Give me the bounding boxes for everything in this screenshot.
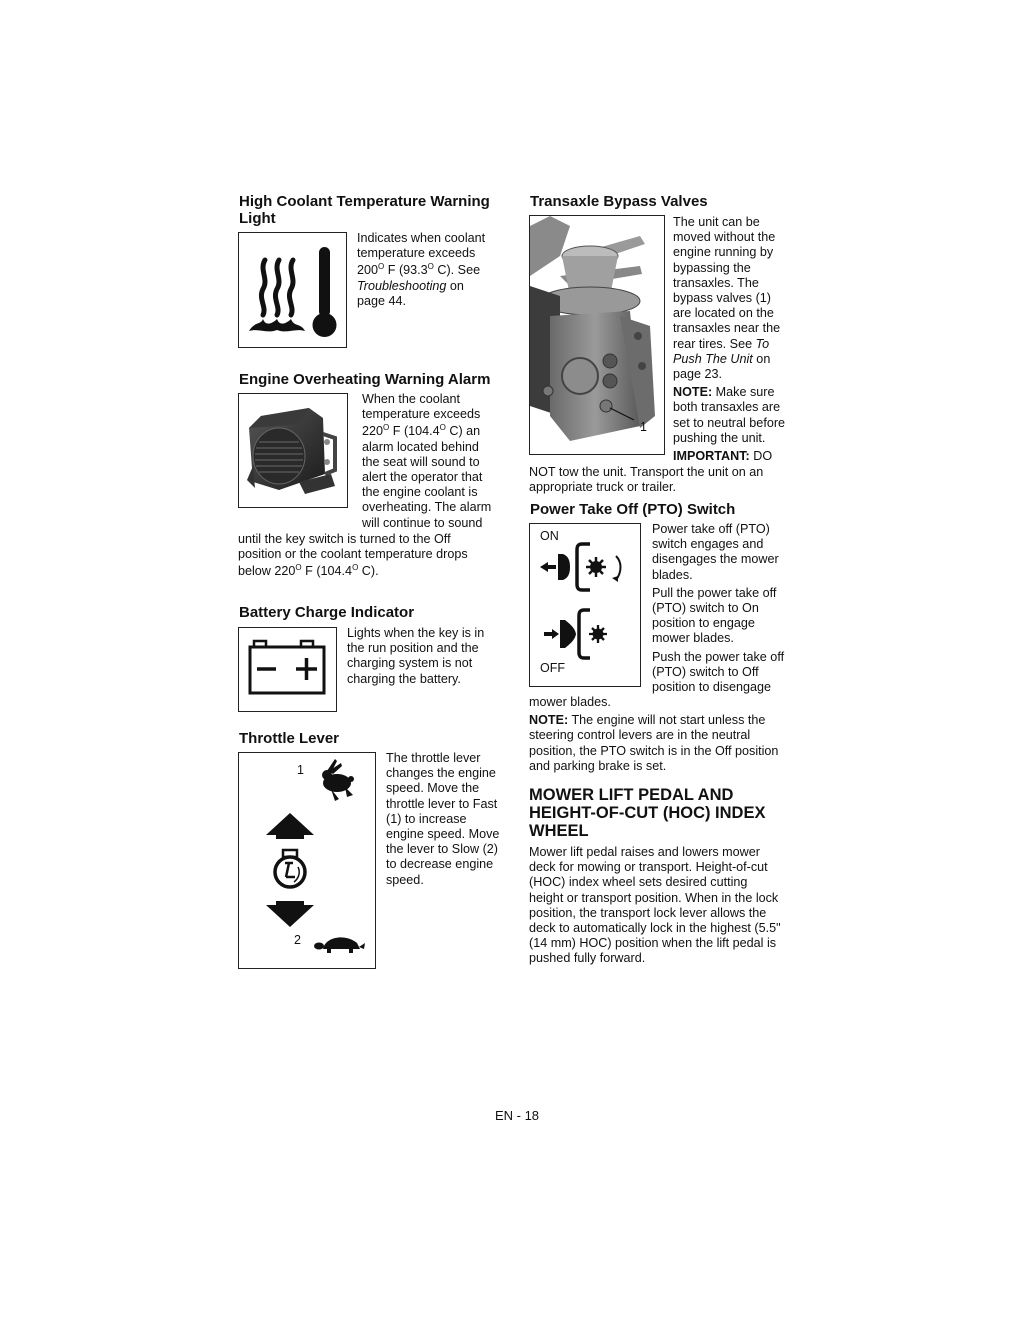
text-line: pushing the unit.: [673, 430, 766, 445]
important-label: IMPORTANT:: [673, 449, 750, 464]
callout-1-label: 1: [640, 420, 647, 434]
alarm-description-wrapped: [362, 392, 491, 531]
text-line: pushed fully forward.: [529, 951, 646, 966]
text-line: deck for mowing or transport. Height-of-cut: [529, 860, 768, 875]
degree-mark: O: [352, 563, 359, 573]
degree-mark: O: [295, 563, 302, 573]
section-title-coolant: [239, 193, 490, 227]
text-line: will continue to sound: [362, 515, 483, 530]
text-line: the lever to Slow (2): [386, 842, 498, 857]
title-line: MOWER LIFT PEDAL AND: [529, 786, 734, 804]
text: C) an: [445, 424, 481, 439]
arrow-down-icon: [266, 901, 314, 927]
text-line: and parking brake is set.: [529, 758, 667, 773]
text-line: speed. Move the: [386, 781, 480, 796]
text-line: both transaxles are: [673, 400, 781, 415]
throttle-figure: [238, 752, 376, 969]
coolant-description: [357, 231, 485, 309]
text-line: [357, 279, 485, 294]
text: below 220: [238, 564, 296, 579]
title-line: Light: [239, 210, 276, 227]
throttle-symbol-icon: [275, 850, 305, 887]
text-line: (PTO) switch to Off: [652, 664, 759, 679]
text-line: appropriate truck or trailer.: [529, 480, 676, 495]
text-line: position or the coolant temperature drops: [238, 547, 468, 562]
text-line: switch engages and: [652, 537, 764, 552]
text-line: bypassing the: [673, 260, 751, 275]
text-line: [673, 352, 785, 367]
degree-mark: O: [383, 423, 390, 433]
text-line: mower blades.: [652, 631, 734, 646]
text-line: bypass valves (1): [673, 291, 771, 306]
pto-description: [652, 522, 784, 695]
alarm-figure: [238, 393, 348, 508]
text-line: [673, 385, 785, 400]
fast-label: 1: [297, 763, 304, 777]
text: on: [446, 278, 464, 293]
text-line: Push the power take off: [652, 649, 785, 664]
text-line: temperature exceeds: [357, 246, 476, 261]
pto-push-off-icon: [544, 610, 607, 658]
text-line: moved without the: [673, 230, 776, 245]
battery-icon: [239, 628, 335, 710]
transaxle-description: [673, 215, 785, 464]
section-title-transaxle: Transaxle Bypass Valves: [530, 193, 708, 210]
pto-pull-on-icon: [540, 544, 621, 590]
section-title-throttle: Throttle Lever: [239, 730, 340, 747]
text: C).: [358, 564, 379, 579]
text: Make sure: [712, 385, 775, 400]
text-line: alert the operator that: [362, 470, 483, 485]
degree-mark: O: [439, 423, 446, 433]
text-line: steering control levers are in the neutral: [529, 728, 751, 743]
text-line: [238, 564, 468, 579]
xref-push-unit: To: [755, 336, 770, 351]
transaxle-figure: [529, 215, 665, 455]
coolant-temperature-figure: [238, 232, 347, 348]
title-line: HEIGHT-OF-CUT (HOC) INDEX: [529, 804, 766, 822]
text-line: transaxles near the: [673, 321, 781, 336]
coolant-temperature-icon: [239, 233, 345, 346]
text-line: the engine coolant is: [362, 485, 478, 500]
text: F (104.4: [301, 564, 353, 579]
alarm-description-full: [238, 532, 468, 580]
text: 200: [357, 263, 379, 278]
off-label: OFF: [540, 661, 565, 675]
text-line: until the key switch is turned to the Off: [238, 532, 451, 546]
section-title-pto: Power Take Off (PTO) Switch: [530, 501, 736, 518]
xref-troubleshooting: Troubleshooting: [357, 278, 447, 293]
degree-mark: O: [427, 262, 434, 272]
text-line: Mower lift pedal raises and lowers mower: [529, 845, 760, 859]
text-line: position, the transport lock lever allows the: [529, 905, 767, 920]
text-line: page 44.: [357, 293, 407, 308]
section-title-battery: Battery Charge Indicator: [239, 604, 415, 621]
text-line: The unit can be: [673, 215, 760, 229]
slow-label: 2: [294, 933, 301, 947]
section-title-mower-lift: [529, 786, 766, 840]
text-line: temperature exceeds: [362, 407, 481, 422]
page-number: EN - 18: [494, 1108, 540, 1123]
text-line: [357, 263, 485, 278]
text: C). See: [433, 263, 481, 278]
text-line: speed.: [386, 872, 424, 887]
title-line: High Coolant Temperature Warning: [239, 193, 490, 210]
text-line: mower blades.: [529, 695, 611, 709]
transaxle-photo: [530, 216, 663, 453]
turtle-slow-icon: [314, 937, 365, 953]
text: The engine will not start unless the: [568, 713, 766, 728]
text-line: alarm located behind: [362, 439, 479, 454]
text-line: overheating. The alarm: [362, 500, 492, 515]
text-line: engine running by: [673, 245, 774, 260]
arrow-up-icon: [266, 813, 314, 839]
text-line: disengages the mower: [652, 552, 779, 567]
text: rear tires. See: [673, 336, 756, 351]
title-line: WHEEL: [529, 822, 589, 840]
text-line: the seat will sound to: [362, 454, 480, 469]
text: 220: [362, 424, 384, 439]
text-line: Indicates when coolant: [357, 231, 486, 245]
rabbit-fast-icon: [322, 759, 354, 801]
text-line: to decrease engine: [386, 857, 494, 872]
text-line: page 23.: [673, 367, 723, 382]
battery-description: [347, 626, 484, 687]
alarm-unit-photo: [239, 394, 346, 506]
text-line: (1) to increase: [386, 811, 467, 826]
note-label: NOTE:: [529, 713, 569, 728]
text-line: the run position and the: [347, 641, 479, 656]
section-title-alarm: Engine Overheating Warning Alarm: [239, 371, 491, 388]
text-line: set to neutral before: [673, 415, 786, 430]
throttle-description: [386, 751, 499, 888]
text-line: are located on the: [673, 306, 774, 321]
text-line: position, the PTO switch is in the Off position: [529, 743, 779, 758]
pto-description-full: [529, 695, 778, 774]
pto-figure: [529, 523, 641, 687]
text-line: charging system is not: [347, 656, 473, 671]
text-line: (HOC) index wheel sets desired cutting: [529, 875, 748, 890]
battery-figure: [238, 627, 337, 712]
text-line: When the coolant: [362, 392, 461, 406]
text-line: transaxles. The: [673, 275, 759, 290]
on-label: ON: [540, 529, 559, 543]
text-line: engine speed. Move: [386, 827, 500, 842]
text-line: deck to automatically lock in the highest (5.5": [529, 921, 781, 936]
text: F (93.3: [384, 263, 428, 278]
text-line: Lights when the key is in: [347, 626, 485, 640]
text-line: throttle lever to Fast: [386, 796, 498, 811]
text-line: (PTO) switch to On: [652, 601, 759, 616]
text-line: Pull the power take off: [652, 585, 777, 600]
text: F (104.4: [389, 424, 440, 439]
text-line: Power take off (PTO): [652, 522, 770, 536]
text-line: [362, 424, 491, 439]
text-line: [673, 449, 785, 464]
text-line: [673, 337, 785, 352]
text: on: [752, 351, 771, 366]
text-line: The throttle lever: [386, 751, 481, 765]
note-label: NOTE:: [673, 385, 713, 400]
text-line: [529, 713, 778, 728]
text: DO: [749, 449, 773, 464]
text-line: changes the engine: [386, 766, 496, 781]
transaxle-description-full: [529, 465, 763, 495]
mower-lift-description: [529, 845, 781, 967]
text-line: (14 mm) HOC) position when the lift pedal is: [529, 936, 777, 951]
xref-push-unit: Push The Unit: [673, 351, 753, 366]
degree-mark: O: [378, 262, 385, 272]
text-line: height or transport position. When in the lock: [529, 890, 779, 905]
text-line: charging the battery.: [347, 671, 461, 686]
text-line: position to engage: [652, 616, 755, 631]
text-line: blades.: [652, 567, 693, 582]
text-line: NOT tow the unit. Transport the unit on an: [529, 465, 764, 479]
text-line: position to disengage: [652, 680, 772, 695]
